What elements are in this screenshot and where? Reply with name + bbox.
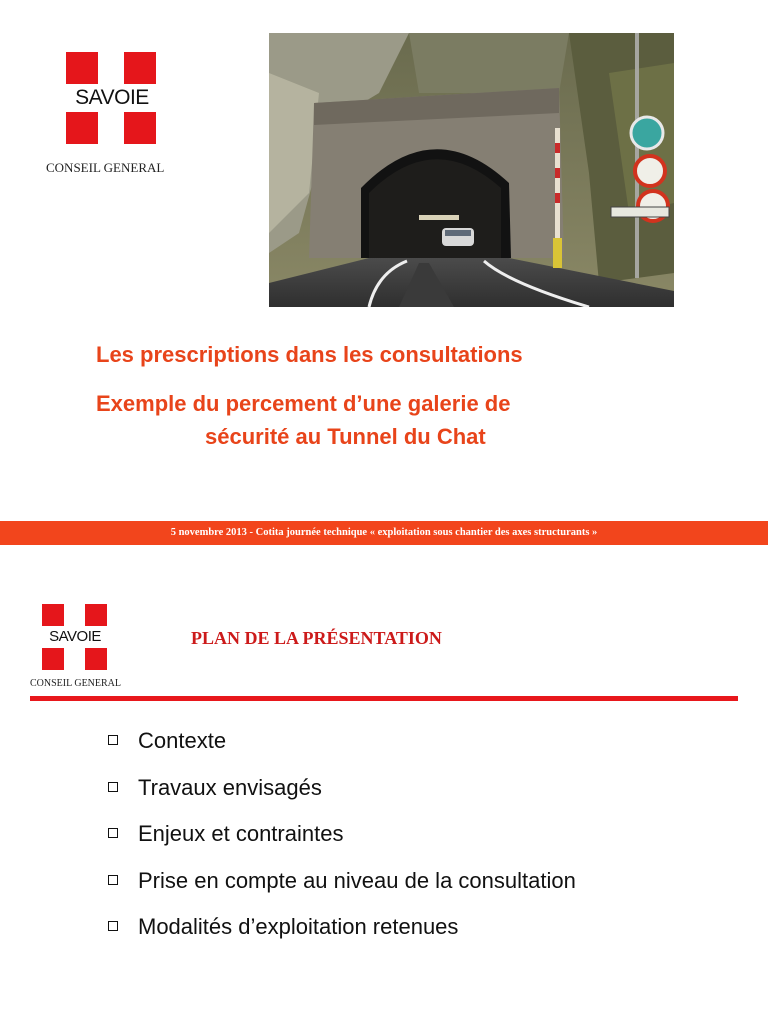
logo-square	[42, 648, 64, 670]
logo-square	[66, 52, 98, 84]
savoie-logo	[40, 50, 190, 180]
checkbox-bullet-icon	[108, 782, 118, 792]
title-divider	[30, 696, 738, 701]
tunnel-photo	[269, 33, 674, 307]
list-item-text: Enjeux et contraintes	[138, 821, 344, 846]
plan-title: PLAN DE LA PRÉSENTATION	[191, 628, 442, 648]
checkbox-bullet-icon	[108, 921, 118, 931]
logo-square	[85, 648, 107, 670]
logo-name: SAVOIE	[49, 628, 101, 645]
title-line-2: Exemple du percement d’une galerie de	[96, 391, 511, 416]
list-item-text: Modalités d’exploitation retenues	[138, 914, 459, 939]
savoie-logo	[26, 604, 136, 694]
logo-square	[124, 52, 156, 84]
logo-square	[42, 604, 64, 626]
list-item-text: Prise en compte au niveau de la consultation	[138, 867, 576, 893]
footer-band: 5 novembre 2013 - Cotita journée technique « exploitation sous chantier des axes structurants »	[0, 521, 768, 545]
checkbox-bullet-icon	[108, 735, 118, 745]
title-line-1: Les prescriptions dans les consultations	[96, 342, 523, 367]
slide-plan	[0, 548, 768, 1024]
logo-name: SAVOIE	[75, 86, 149, 109]
list-item-text: Contexte	[138, 728, 227, 753]
checkbox-bullet-icon	[108, 828, 118, 838]
logo-square	[85, 604, 107, 626]
checkbox-bullet-icon	[108, 875, 118, 885]
title-line-3: sécurité au Tunnel du Chat	[205, 424, 486, 449]
logo-council: CONSEIL GENERAL	[30, 678, 122, 689]
logo-council: CONSEIL GENERAL	[46, 160, 165, 175]
list-item-text: Travaux envisagés	[138, 774, 322, 800]
logo-square	[66, 112, 98, 144]
logo-square	[124, 112, 156, 144]
